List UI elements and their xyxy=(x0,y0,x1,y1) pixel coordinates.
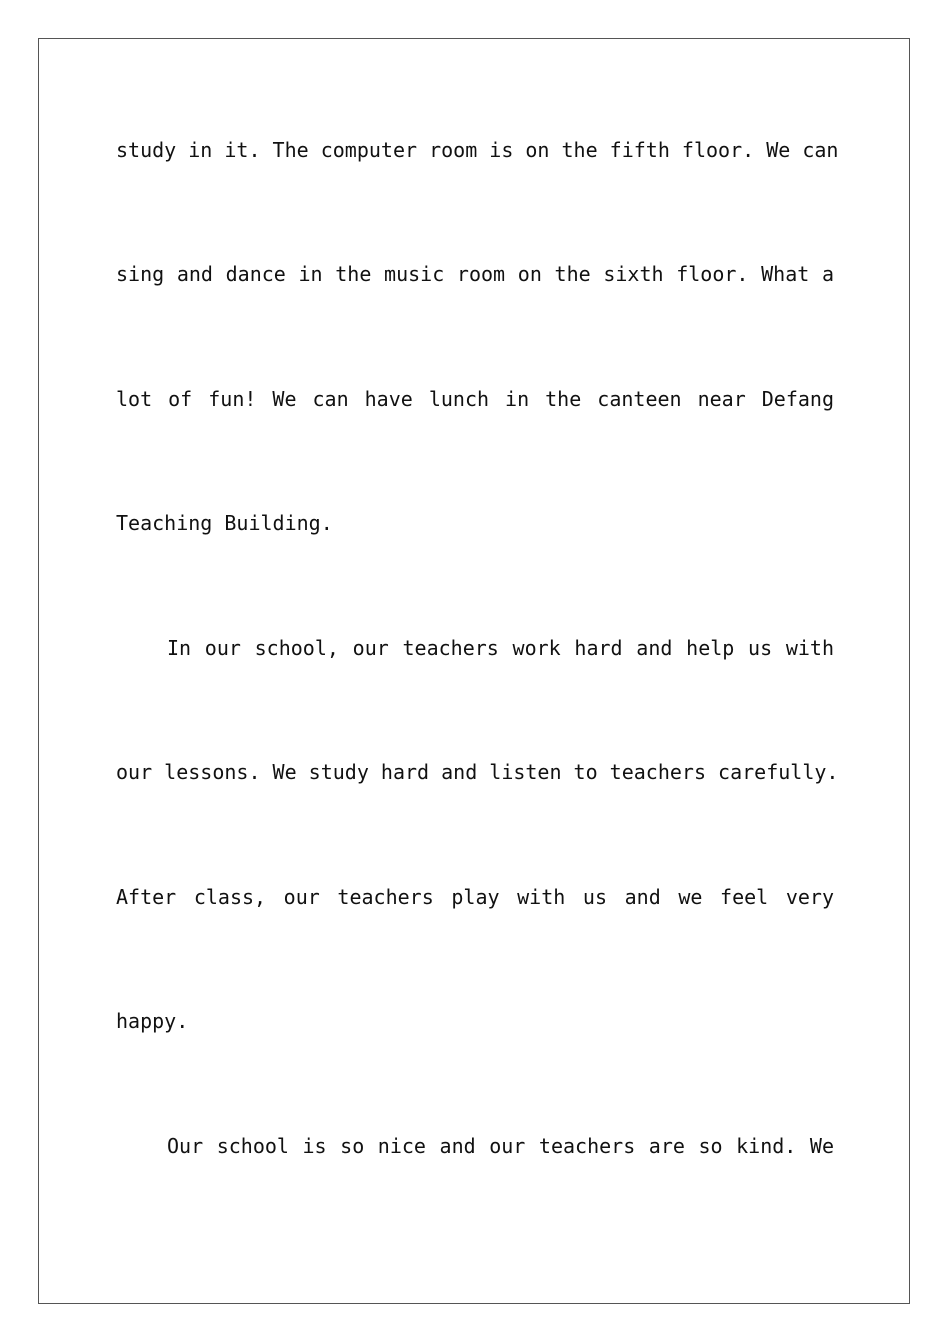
text-line-1: study in it. The computer room is on the fifth floor. We can xyxy=(116,138,839,162)
text-line-3: lot of fun! We can have lunch in the canteen near Defang xyxy=(116,387,834,411)
paragraph-3-first-line: Our school is so nice and our teachers are so kind. We xyxy=(167,1134,834,1158)
text-line-4: Teaching Building. xyxy=(116,511,333,535)
text-line-8: happy. xyxy=(116,1009,189,1033)
text-line-7: After class, our teachers play with us and we feel very xyxy=(116,885,834,909)
paragraph-2-first-line: In our school, our teachers work hard and help us with xyxy=(167,636,834,660)
text-line-2: sing and dance in the music room on the sixth floor. What a xyxy=(116,262,834,286)
text-line-6: our lessons. We study hard and listen to teachers carefully. xyxy=(116,760,839,784)
page-border xyxy=(38,38,910,1304)
